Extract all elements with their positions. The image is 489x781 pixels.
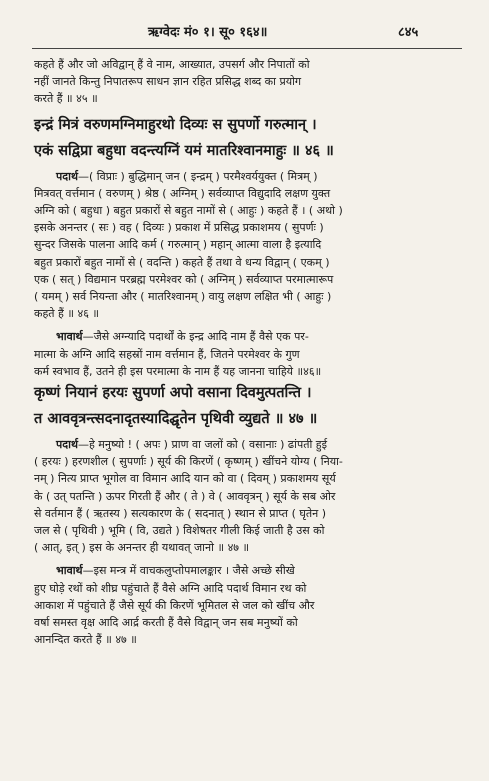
text-line: —हे मनुष्यो ! ( अपः ) प्राण वा जलों को ( वसानाः ) ढांपती हुई	[77, 438, 328, 452]
bhavartha-46	[34, 328, 464, 380]
padartha-46	[34, 168, 464, 323]
bhavartha-label: भावार्थ	[56, 564, 83, 578]
text-line: करते हैं ॥ ४५ ॥	[34, 92, 98, 106]
text-line: हुए घोड़े रथों को शीघ्र पहुंचाते हैं वैसे अग्नि आदि पदार्थ विमान रथ को	[34, 581, 307, 595]
text-line: मात्मा के अग्नि आदि सहस्रों नाम वर्त्तमान हैं, जितने परमेश्वर के गुण	[34, 347, 300, 361]
text-line: कहते हैं और जो अविद्वान् हैं वे नाम, आख्यात, उपसर्ग और निपातों को	[34, 58, 310, 71]
padartha-label: पदार्थ	[56, 438, 78, 452]
header-title: ऋग्वेदः मं० १। सू० १६४॥	[148, 25, 268, 40]
text-line: —( विप्राः ) बुद्धिमान् जन ( इन्द्रम् ) परमैश्वर्ययुक्त ( मित्रम् )	[77, 169, 318, 183]
text-line: सुन्दर जिसके पालना आदि कर्म ( गरुत्मान् ) महान् आत्मा वाला है इत्यादि	[34, 238, 322, 252]
text-line: इसके अनन्तर ( सः ) वह ( दिव्यः ) प्रकाश में प्रसिद्ध प्रकाशमय ( सुपर्णः )	[34, 221, 324, 235]
text-line: के ( उत् पतन्ति ) ऊपर गिरती हैं और ( ते ) वे ( आववृत्रन् ) सूर्य के सब ओर	[34, 489, 336, 503]
mantra-46	[34, 112, 464, 164]
text-line: वर्षा समस्त वृक्ष आदि आर्द्र करती हैं वैसे विद्वान् जन सब मनुष्यों को	[34, 616, 298, 630]
text-line: नम् ) नित्य प्राप्त भूगोल वा विमान आदि यान को वा ( दिवम् ) प्रकाशमय सूर्य	[34, 472, 336, 486]
page-number: ८४५	[398, 25, 419, 40]
text-line: आकाश में पहुंचाते हैं जैसे सूर्य की किरणें भूमितल से जल को खींच और	[34, 598, 315, 612]
text-line: ( हरयः ) हरणशील ( सुपर्णाः ) सूर्य की किरणें ( कृष्णम् ) खींचने योग्य ( निया-	[34, 455, 343, 469]
text-line: से वर्तमान हैं ( ऋतस्य ) सत्यकारण के ( सदनात् ) स्थान से प्राप्त ( घृतेन )	[34, 506, 327, 520]
text-line: नहीं जानते किन्तु निपातरूप साधन ज्ञान रहित प्रसिद्ध शब्द का प्रयोग	[34, 75, 302, 89]
mantra-line: त आववृत्रन्त्सदनादृतस्यादिद्घृतेन पृथिवी व्युद्यते ॥ ४७ ॥	[34, 411, 318, 428]
padartha-47	[34, 436, 464, 556]
text-line: अग्नि को ( बहुधा ) बहुत प्रकारों से बहुत नामों से ( आहुः ) कहते हैं । ( अथो )	[34, 204, 343, 218]
mantra-line: इन्द्रं मित्रं वरुणमग्निमाहुरथो दिव्यः स सुपर्णो गरुत्मान् ।	[34, 116, 317, 133]
text-line: —जैसे अग्न्यादि पदार्थों के इन्द्र आदि नाम हैं वैसे एक पर-	[82, 330, 309, 344]
text-line: एक ( सत् ) विद्यमान परब्रह्म परमेश्वर को ( अग्निम् ) सर्वव्याप्त परमात्मारूप	[34, 272, 334, 286]
text-line: बहुत प्रकारों बहुत नामों से ( वदन्ति ) कहते हैं तथा वे धन्य विद्वान् ( एकम् )	[34, 255, 330, 269]
running-header	[0, 22, 489, 44]
text-line: आनन्दित करते हैं ॥ ४७ ॥	[34, 633, 137, 647]
mantra-line: एकं सद्विप्रा बहुधा वदन्त्यग्निं यमं मातरिश्वानमाहुः ॥ ४६ ॥	[34, 142, 334, 159]
text-line: ( आत्, इत् ) इस के अनन्तर ही यथावत् जानो ॥ ४७ ॥	[34, 541, 250, 555]
paragraph-continuation	[34, 56, 464, 108]
text-line: कहते हैं ॥ ४६ ॥	[34, 307, 100, 321]
bhavartha-label: भावार्थ	[56, 330, 83, 344]
mantra-47	[34, 380, 464, 432]
text-line: कर्म स्वभाव हैं, उतने ही इस परमात्मा के नाम हैं यह जानना चाहिये ॥४६॥	[34, 364, 322, 378]
text-line: —इस मन्त्र में वाचकलुप्तोपमालङ्कार । जैसे अच्छे सीखे	[82, 564, 295, 578]
bhavartha-47	[34, 562, 464, 648]
page-body	[34, 56, 464, 648]
mantra-line: कृष्णं नियानं हरयः सुपर्णा अपो वसाना दिवमुत्पतन्ति ।	[34, 385, 312, 402]
padartha-label: पदार्थ	[56, 169, 78, 183]
text-line: ( यमम् ) सर्व नियन्ता और ( मातरिश्वानम् ) वायु लक्षण लक्षित भी ( आहुः )	[34, 290, 332, 304]
text-line: जल से ( पृथिवी ) भूमि ( वि, उद्यते ) विशेषतर गीली किई जाती है उस को	[34, 524, 325, 538]
header-rule	[32, 48, 462, 49]
text-line: मित्रवत् वर्त्तमान ( वरुणम् ) श्रेष्ठ ( अग्निम् ) सर्वव्याप्त विद्युदादि लक्षण युक्त	[34, 186, 331, 200]
